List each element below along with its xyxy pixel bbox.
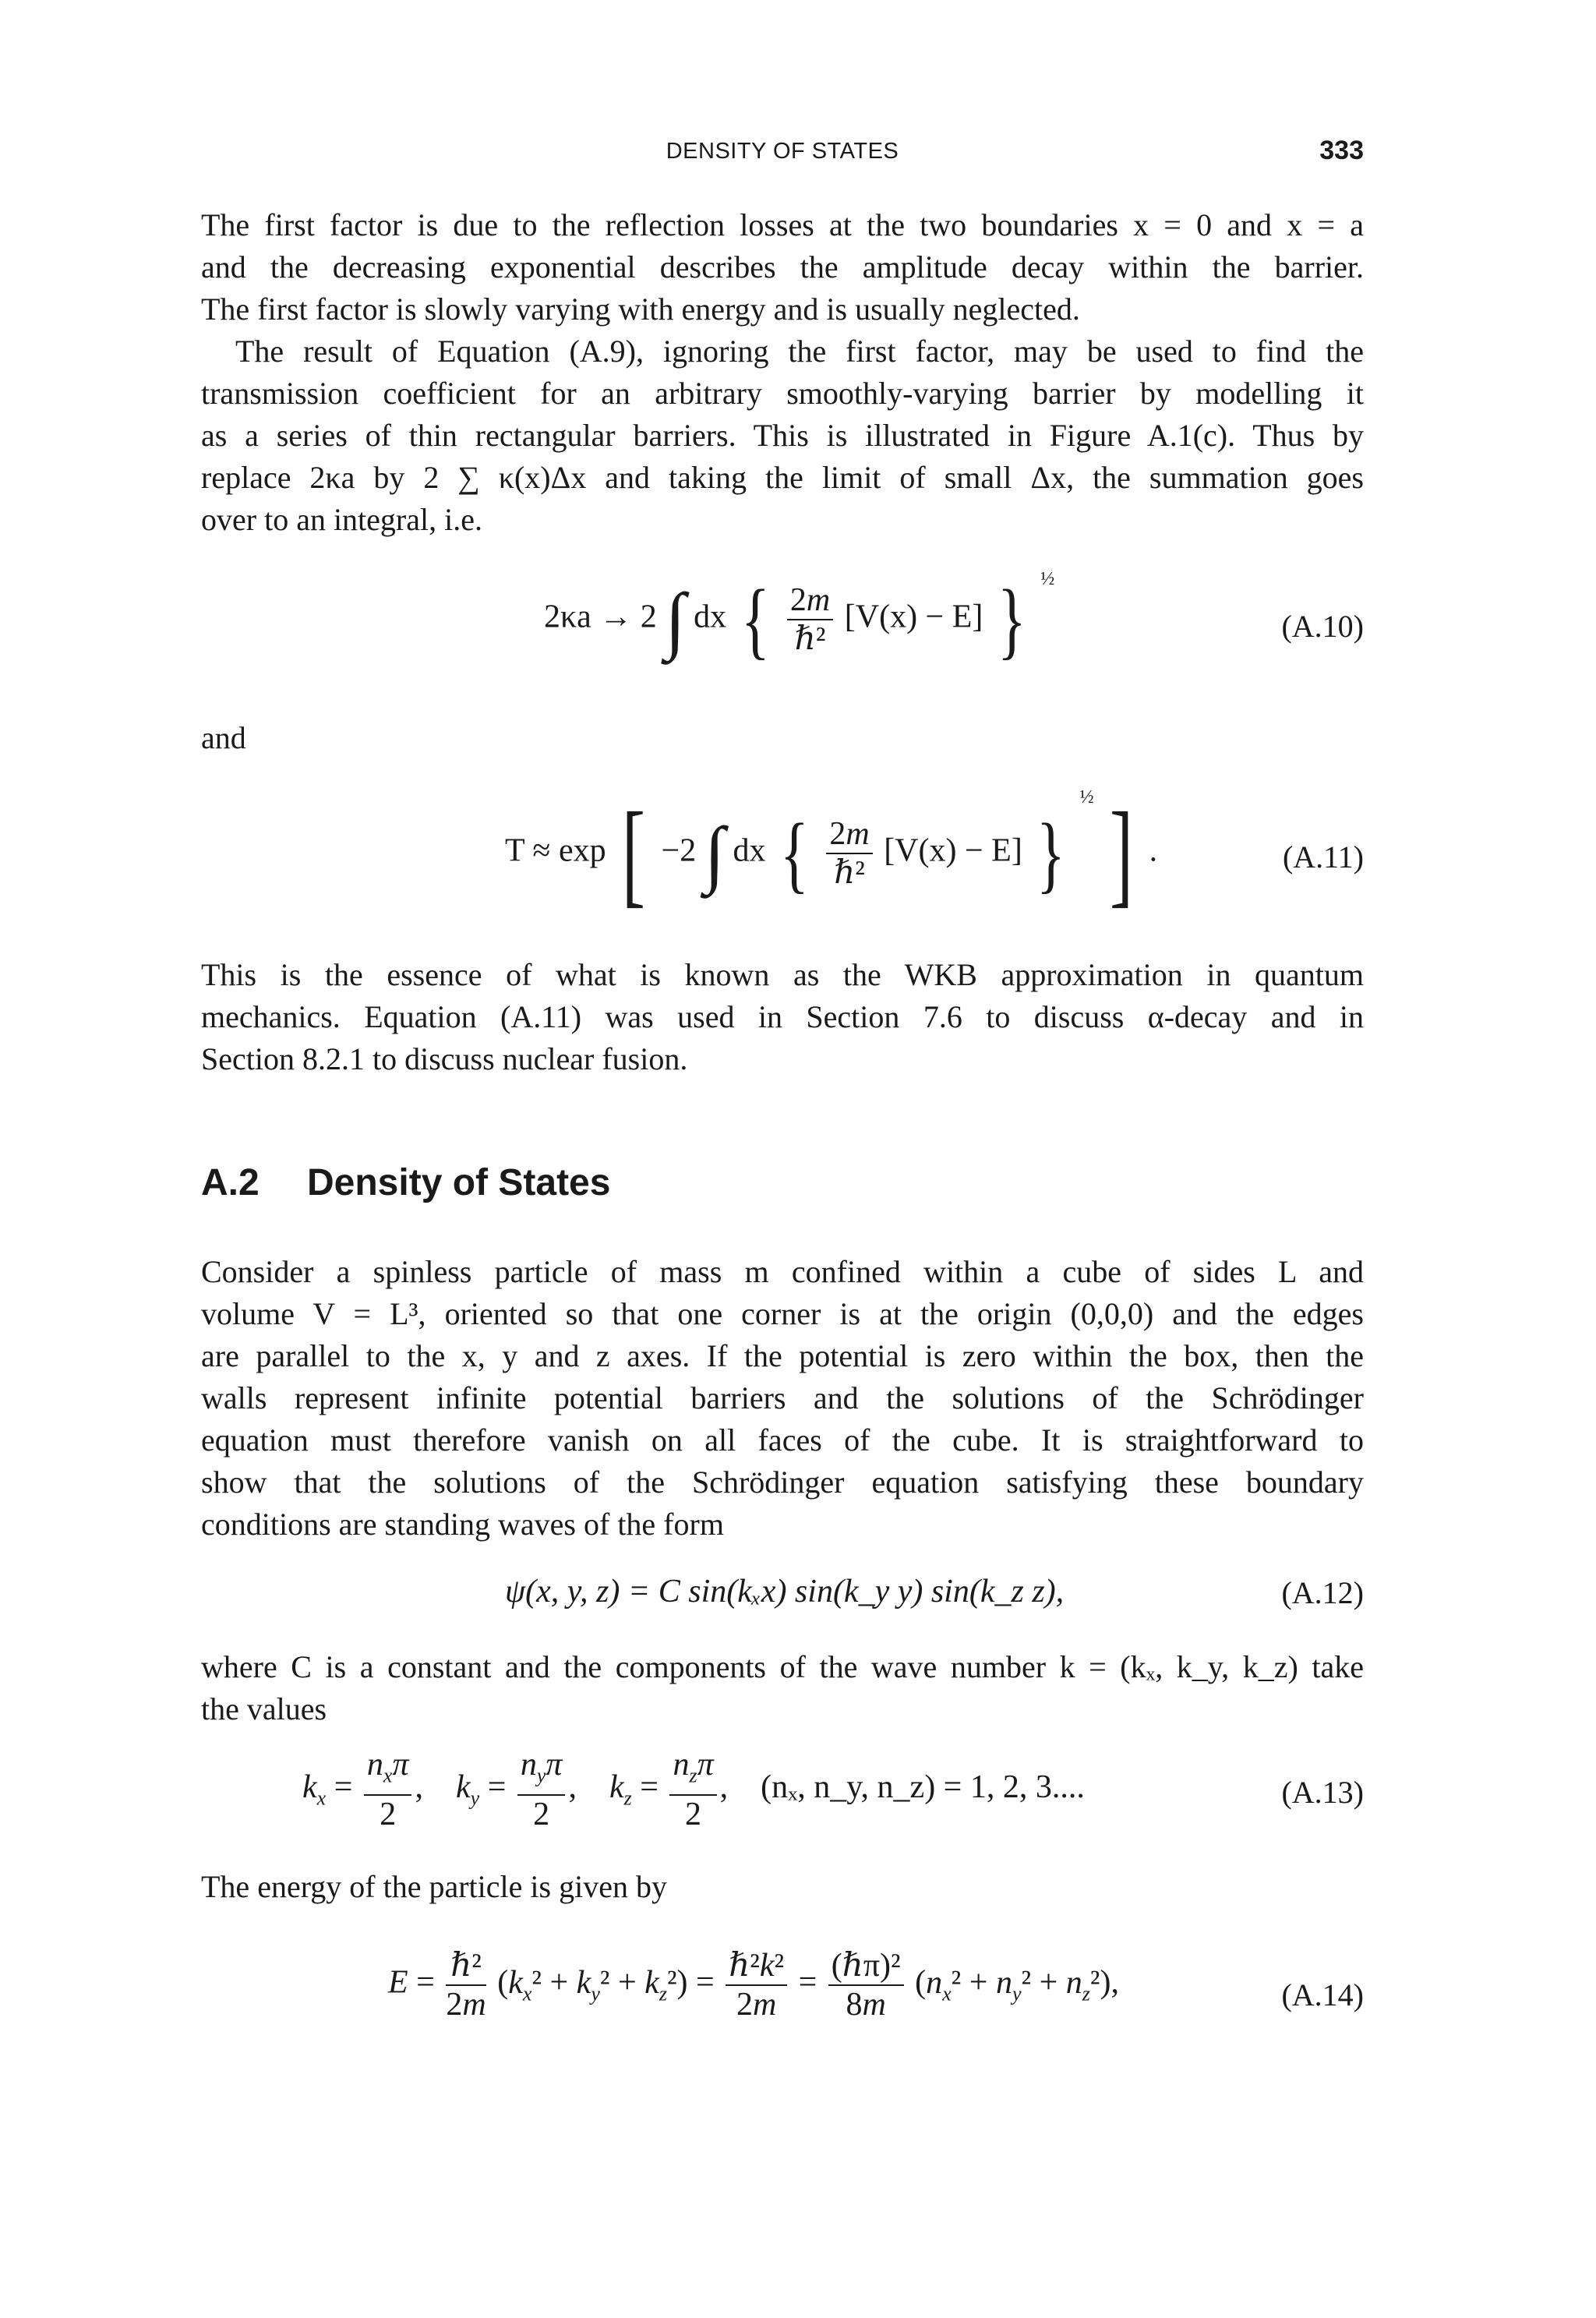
- fraction-hbarpi2-8m: $\frac{\text{(ℏπ)²}}{8m}$: [828, 1947, 904, 2023]
- right-brace: }: [997, 572, 1026, 667]
- page-number: 333: [1319, 136, 1364, 165]
- text-line: conditions are standing waves of the form: [201, 1507, 724, 1542]
- equation-a10: [201, 569, 1364, 686]
- equation-a12-body: ψ(x, y, z) = C sin(kₓx) sin(k_y y) sin(k_z z),: [505, 1574, 1065, 1610]
- dx-symbol: dx: [694, 599, 727, 635]
- left-brace: {: [740, 572, 770, 667]
- paragraph-wkb: [201, 954, 1364, 1080]
- section-heading: [201, 1161, 1364, 1204]
- text-line: The energy of the particle is given by: [201, 1869, 667, 1904]
- text-line: volume V = L³, oriented so that one corner is at the origin (0,0,0) and the edges: [201, 1296, 1364, 1331]
- equation-a13: [201, 1746, 1364, 1839]
- fraction-2m-hbar2: $\frac{2m}{\text{ℏ²}}$: [826, 815, 872, 892]
- equation-a11: [201, 787, 1364, 920]
- text-line: replace 2κa by 2 ∑ κ(x)Δx and taking the limit of small Δx, the summation goes: [201, 460, 1364, 495]
- fraction-hbar2-2m: $\frac{\text{ℏ²}}{2m}$: [446, 1948, 486, 2023]
- text-line: as a series of thin rectangular barriers. This is illustrated in Figure A.1(c). Thus by: [201, 418, 1364, 453]
- fraction-kz: $\frac{n_z\pi}{2}$: [669, 1746, 716, 1833]
- equation-number: (A.12): [1281, 1575, 1364, 1610]
- exponent-half: ½: [1079, 787, 1094, 807]
- fraction-ky: $\frac{n_y\pi}{2}$: [517, 1746, 566, 1833]
- left-brace: {: [779, 806, 809, 901]
- section-title: Density of States: [307, 1162, 611, 1203]
- text-line: mechanics. Equation (A.11) was used in Section 7.6 to discuss α-decay and in: [201, 999, 1364, 1034]
- text-line: The first factor is slowly varying with energy and is usually neglected.: [201, 292, 1080, 327]
- equation-a10-lhs: 2κa → 2: [544, 599, 657, 635]
- fraction-2m-hbar2: $\frac{2m}{\text{ℏ²}}$: [787, 581, 833, 658]
- potential-term: [V(x) − E]: [844, 599, 983, 635]
- paragraph-reflection-losses: [201, 204, 1364, 330]
- equation-a13-body: $k_x$ = $\frac{n_x\pi}{2}$ , $k_y$ = $\frac{n_y\pi}{2}$ , $k_z$ = $\frac{n_z\pi}{2}$ , (nₓ, n_y, n_z) = 1, 2, 3....: [302, 1747, 1085, 1833]
- potential-term: [V(x) − E]: [884, 832, 1022, 869]
- right-bracket: ]: [1110, 789, 1134, 918]
- period: .: [1149, 832, 1158, 869]
- equation-a11-lhs: T ≈ exp: [505, 832, 606, 869]
- paragraph-energy: [201, 1866, 1364, 1908]
- equation-number: (A.11): [1282, 839, 1364, 875]
- paragraph-smooth-barrier: [201, 330, 1364, 541]
- equation-number: (A.10): [1281, 609, 1364, 644]
- text-line: equation must therefore vanish on all faces of the cube. It is straightforward to: [201, 1422, 1364, 1458]
- text-line: and: [201, 720, 246, 755]
- text-line: are parallel to the x, y and z axes. If the potential is zero within the box, then the: [201, 1338, 1364, 1373]
- running-head-title: DENSITY OF STATES: [666, 139, 899, 164]
- left-bracket: [: [622, 789, 646, 918]
- quantum-numbers: (nₓ, n_y, n_z) = 1, 2, 3....: [761, 1769, 1085, 1805]
- text-line: This is the essence of what is known as the WKB approximation in quantum: [201, 957, 1364, 992]
- paragraph-spinless-particle: [201, 1251, 1364, 1546]
- text-line: Section 8.2.1 to discuss nuclear fusion.: [201, 1041, 688, 1076]
- equation-a14-body: E = $\frac{\text{ℏ²}}{2m}$ $(k_x^2 + k_y^2 + k_z^2)$ = $\frac{\text{ℏ²k²}}{2m}$ = $\frac{\text{(ℏπ)²}}{8m}$ $(n_x^2 + n_y^2 + n_z^2)$,: [388, 1948, 1119, 2023]
- fraction-hbar2k2-2m: $\frac{\text{ℏ²k²}}{2m}$: [726, 1947, 787, 2023]
- minus-two: −2: [661, 832, 697, 869]
- equation-number: (A.14): [1281, 1977, 1364, 2012]
- equation-a11-body: [505, 787, 1158, 918]
- text-line: transmission coefficient for an arbitrary smoothly-varying barrier by modelling it: [201, 376, 1364, 411]
- text-line: walls represent infinite potential barriers and the solutions of the Schrödinger: [201, 1380, 1364, 1415]
- section-number: A.2: [201, 1162, 260, 1203]
- equation-a10-body: [544, 569, 1055, 667]
- text-line: where C is a constant and the components of the wave number k = (kₓ, k_y, k_z) take: [201, 1649, 1364, 1684]
- right-brace: }: [1036, 806, 1066, 901]
- text-line: and the decreasing exponential describes the amplitude decay within the barrier.: [201, 249, 1364, 284]
- integral-sign: ∫: [665, 578, 686, 661]
- equation-a14: [201, 1947, 1364, 2048]
- equation-a12: [201, 1573, 1364, 1620]
- text-line: over to an integral, i.e.: [201, 502, 482, 537]
- exponent-half: ½: [1040, 569, 1055, 589]
- dx-symbol: dx: [733, 832, 766, 869]
- paragraph-wave-number: [201, 1646, 1364, 1730]
- text-line: The result of Equation (A.9), ignoring the first factor, may be used to find the: [235, 334, 1364, 369]
- equation-number: (A.13): [1281, 1775, 1364, 1810]
- text-line: the values: [201, 1691, 327, 1726]
- running-head: [201, 134, 1364, 173]
- text-line: show that the solutions of the Schrödinger equation satisfying these boundary: [201, 1465, 1364, 1500]
- fraction-kx: $\frac{n_x\pi}{2}$: [364, 1746, 412, 1833]
- integral-sign: ∫: [704, 811, 726, 895]
- text-line: Consider a spinless particle of mass m confined within a cube of sides L and: [201, 1254, 1364, 1289]
- text-line: The first factor is due to the reflection losses at the two boundaries x = 0 and x = a: [201, 207, 1364, 242]
- connector-and: [201, 717, 1364, 759]
